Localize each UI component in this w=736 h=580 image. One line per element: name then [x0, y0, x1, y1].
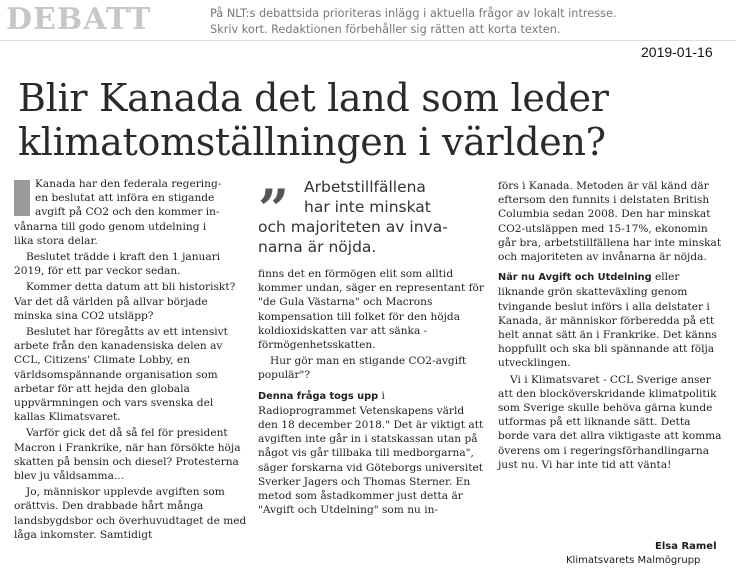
pull-quote-line: har inte minskat — [304, 198, 431, 216]
section-note-line: På NLT:s debattsida prioriteras inlägg i aktuella frågor av lokalt intresse. — [210, 7, 617, 20]
body-paragraph: Beslutet har föregåtts av ett intensivt arbete från den kanadensiska delen av CCL, Citizens' Climate Lobby, en världsomspännande organisation som arbetar för att hejda den globala uppvärmningen och vars svenska del kallas Klimatsvaret. — [14, 326, 228, 424]
body-paragraph: Varför gick det då så fel för president Macron i Frankrike, när han försökte höja skatten på bensin och diesel? Protesterna blev ju våldsamma... — [14, 427, 241, 483]
pull-quote-line: Arbetstillfällena — [304, 178, 426, 196]
article-column-2 — [258, 177, 484, 519]
body-paragraph: finns det en förmögen elit som alltid kommer undan, säger en representant för "de Gula Västarna" och Macrons kompensation till folket för den höjda koldioxidskatten var att sänka - förmögenhetsskatten. — [258, 268, 484, 352]
section-note — [210, 6, 650, 37]
run-in-heading: När nu Avgift och Utdelning — [498, 272, 652, 284]
paragraph-text: i Radioprogrammet Vetenskapens värld den 18 december 2018." Det är viktigt att avgiften inte går in i statskassan utan på något vis går tillbaka till medborgarna", säger forskarna vid Göteborgs universitet Sverker Jagers och Thomas Sterner. En metod som åstadkommer just detta är "Avgift och Utdelning" som nu in- — [258, 389, 484, 517]
headline-line: klimatomställningen i världen? — [18, 120, 606, 164]
clipping-date: 2019-01-16 — [641, 44, 713, 60]
article-headline — [18, 76, 718, 164]
section-header — [0, 0, 736, 41]
paragraph-text: eller liknande grön skatteväxling genom tvingande beslut införs i alla delstater i Kanada, är människor förberedda på ett helt annat sätt än i Frankrike. Det känns hoppfullt och ska bli spännande att följa utvecklingen. — [498, 271, 717, 370]
body-paragraph: Kommer detta datum att bli historiskt? Var det då världen på allvar började minska sina CO2 utsläpp? — [14, 281, 236, 322]
body-paragraph — [498, 270, 724, 370]
section-title: DEBATT — [6, 2, 152, 37]
author-organization: Klimatsvarets Malmögrupp — [566, 555, 701, 566]
body-paragraph: Hur gör man en stigande CO2-avgift populär"? — [258, 355, 467, 382]
pull-quote-line: och majoriteten av inva- — [258, 218, 448, 236]
quote-mark-icon: ” — [258, 177, 290, 241]
lead-line: Kanada har den federala regering- — [35, 178, 222, 190]
lead-line: lika stora delar. — [14, 234, 98, 247]
drop-cap-bar — [14, 180, 30, 216]
article-column-3 — [498, 179, 724, 474]
section-note-line: Skriv kort. Redaktionen förbehåller sig rätten att korta texten. — [210, 22, 561, 36]
body-paragraph: Vi i Klimatsvaret - CCL Sverige anser att den blocköverskridande klimatpolitik som Sverige skulle behöva gärna kunde utformas på ett liknande sätt. Detta borde vara det allra viktigaste att komma överens om i regeringsförhandlingarna just nu. Vi har inte tid att vänta! — [498, 373, 722, 471]
lead-line: en beslutat att införa en stigande — [35, 192, 215, 205]
headline-line: Blir Kanada det land som leder — [18, 76, 609, 120]
article-column-1 — [14, 177, 247, 544]
author-name: Elsa Ramel — [655, 541, 717, 552]
body-paragraph: Beslutet trädde i kraft den 1 januari 2019, för ett par veckor sedan. — [14, 251, 221, 278]
body-paragraph: förs i Kanada. Metoden är väl känd där eftersom den funnits i delstaten British Columbia sedan 2008. Den har minskat CO2-utsläppen med 15-17%, ekonomin går bra, arbetstillfällena har inte minskat och majoriteten av invånarna är nöjda. — [498, 180, 722, 264]
body-paragraph: Jo, människor upplevde avgiften som orättvis. Den drabbade hårt många landsbygdsbor och överhuvudtaget de med låga inkomster. Samtidigt — [14, 486, 247, 541]
pull-quote — [258, 177, 484, 257]
lead-line: avgift på CO2 och den kommer in- — [35, 206, 220, 219]
lead-line: vånarna till godo genom utdelning i — [14, 220, 207, 233]
run-in-heading: Denna fråga togs upp — [258, 390, 379, 402]
body-paragraph — [258, 389, 484, 518]
pull-quote-line: narna är nöjda. — [258, 238, 377, 256]
lead-paragraph — [14, 177, 247, 248]
